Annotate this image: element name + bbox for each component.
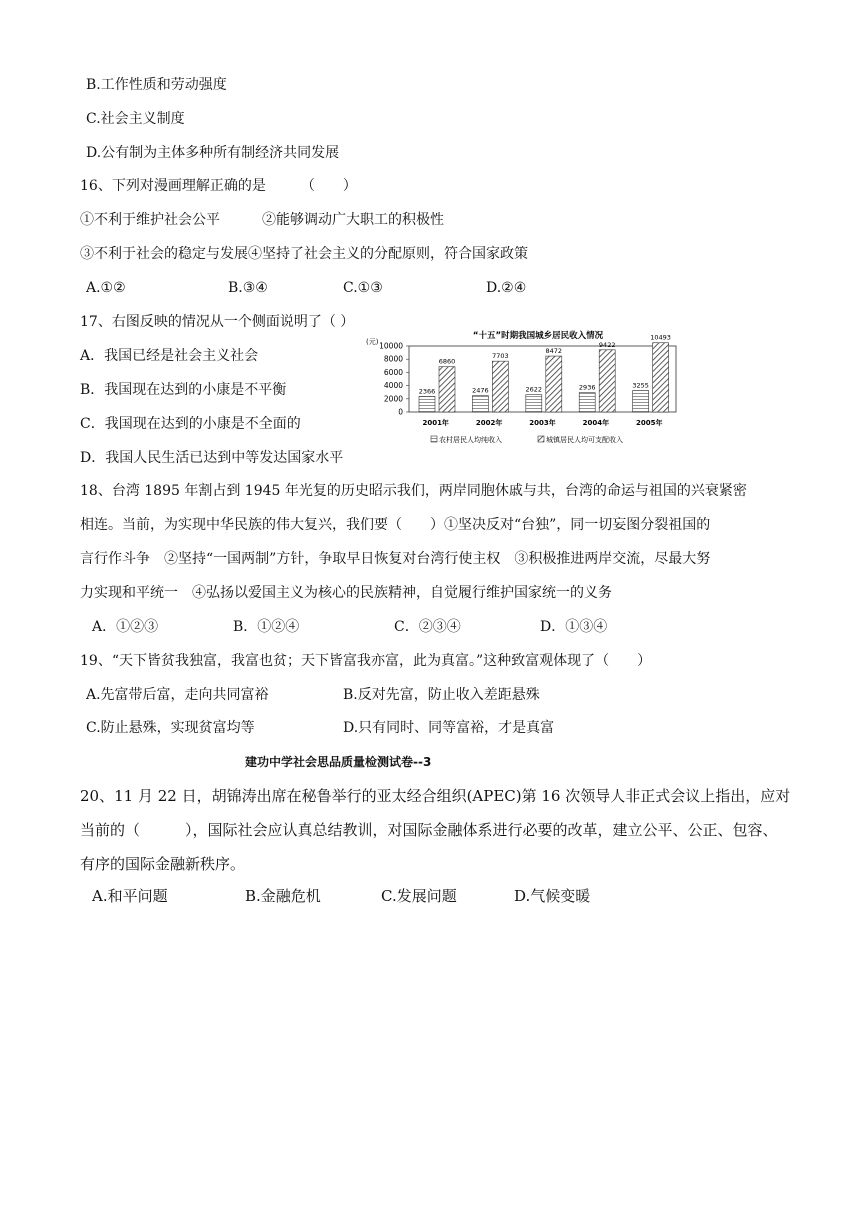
rural-income-bar [419,396,435,412]
bar-value-label: 6860 [438,357,456,366]
q19-option-c: C.防止悬殊，实现贫富均等 [86,720,255,736]
q16-statements-1: ①不利于维护社会公平 ②能够调动广大职工的积极性 [80,212,444,228]
q18-option-c: C．②③④ [394,619,461,635]
urban-income-bar [599,350,615,412]
bar-value-label: 2622 [525,385,543,394]
q16-stem: 16、下列对漫画理解正确的是 （ ） [80,178,357,194]
q17-option-b: B．我国现在达到的小康是不平衡 [80,382,287,398]
bar-value-label: 2366 [418,387,436,396]
urban-income-bar [653,343,669,412]
q20-line-2: 当前的（ ），国际社会应认真总结教训，对国际金融体系进行必要的改革，建立公平、公正、包容、 [80,821,778,839]
chart-title: “十五”时期我国城乡居民收入情况 [472,331,604,341]
q16-option-c: C.①③ [343,280,383,296]
q18-option-a: A．①②③ [92,619,159,635]
rural-income-bar [472,396,488,412]
q18-line-1: 18、台湾 1895 年割占到 1945 年光复的历史昭示我们，两岸同胞休戚与共，台湾的命运与祖国的兴衰紧密 [80,483,747,499]
y-tick-label: 8000 [383,354,403,364]
page-header: 建功中学社会思品质量检测试卷--3 [245,755,432,769]
y-tick-label: 10000 [379,341,403,351]
x-tick-label: 2004年 [582,419,610,427]
q18-option-b: B．①②④ [233,619,300,635]
bar-value-label: 10493 [650,333,671,342]
q16-option-d: D.②④ [486,280,527,296]
legend-rural: 农村居民人均纯收入 [439,436,502,444]
y-axis-label: (元) [366,338,379,346]
q15-option-b: B.工作性质和劳动强度 [86,77,227,93]
q18-line-2: 相连。当前，为实现中华民族的伟大复兴，我们要（ ）①坚决反对“台独”，同一切妄图分裂祖国的 [80,517,711,533]
q16-option-b: B.③④ [228,280,268,296]
q18-line-4: 力实现和平统一 ④弘扬以爱国主义为核心的民族精神，自觉履行维护国家统一的义务 [80,585,612,601]
legend-swatch-urban [538,436,544,442]
y-tick-label: 2000 [383,394,403,404]
x-tick-label: 2003年 [529,419,556,427]
q20-option-c: C.发展问题 [381,887,457,905]
bar-value-label: 2476 [472,386,489,395]
q20-option-d: D.气候变暖 [514,887,591,905]
bar-value-label: 9422 [598,340,616,349]
urban-income-bar [439,367,455,412]
income-bar-chart [364,326,680,450]
q19-option-a: A.先富带后富，走向共同富裕 [86,687,269,703]
q20-line-1: 20、11 月 22 日，胡锦涛出席在秘鲁举行的亚太经合组织(APEC)第 16 次领导人非正式会议上指出，应对 [80,787,791,805]
bar-value-label: 7703 [492,352,509,361]
q20-line-3: 有序的国际金融新秩序。 [80,855,246,873]
urban-income-bar [546,356,562,412]
rural-income-bar [526,395,542,412]
bar-value-label: 2936 [578,383,596,392]
q17-option-c: C．我国现在达到的小康是不全面的 [80,416,301,432]
urban-income-bar [492,361,508,412]
q17-option-a: A．我国已经是社会主义社会 [80,348,259,364]
rural-income-bar [579,393,595,412]
q17-stem: 17、右图反映的情况从一个侧面说明了（ ） [80,314,355,330]
q20-option-b: B.金融危机 [245,887,321,905]
y-tick-label: 0 [398,407,403,417]
q16-statements-2: ③不利于社会的稳定与发展④坚持了社会主义的分配原则，符合国家政策 [80,246,528,262]
y-tick-label: 4000 [383,381,403,391]
y-tick-label: 6000 [383,367,403,377]
x-tick-label: 2001年 [422,419,449,427]
q15-option-c: C.社会主义制度 [86,111,185,127]
x-tick-label: 2002年 [475,419,503,427]
legend-swatch-rural [431,436,437,442]
rural-income-bar [633,391,649,412]
q16-option-a: A.①② [86,280,126,296]
q17-option-d: D．我国人民生活已达到中等发达国家水平 [80,450,344,466]
q15-option-d: D.公有制为主体多种所有制经济共同发展 [86,145,340,161]
bar-value-label: 3255 [632,381,649,390]
x-tick-label: 2005年 [636,419,663,427]
q20-option-a: A.和平问题 [92,887,168,905]
q19-stem: 19、“天下皆贫我独富，我富也贫；天下皆富我亦富，此为真富。”这种致富观体现了（ ） [80,653,652,669]
q18-line-3: 言行作斗争 ②坚持“一国两制”方针，争取早日恢复对台湾行使主权 ③积极推进两岸交流，尽最大努 [80,551,711,567]
legend-urban: 城镇居民人均可支配收入 [546,436,623,444]
bar-value-label: 8472 [545,347,563,356]
q19-option-d: D.只有同时、同等富裕，才是真富 [343,720,555,736]
q18-option-d: D．①③④ [540,619,608,635]
q19-option-b: B.反对先富，防止收入差距悬殊 [343,687,540,703]
